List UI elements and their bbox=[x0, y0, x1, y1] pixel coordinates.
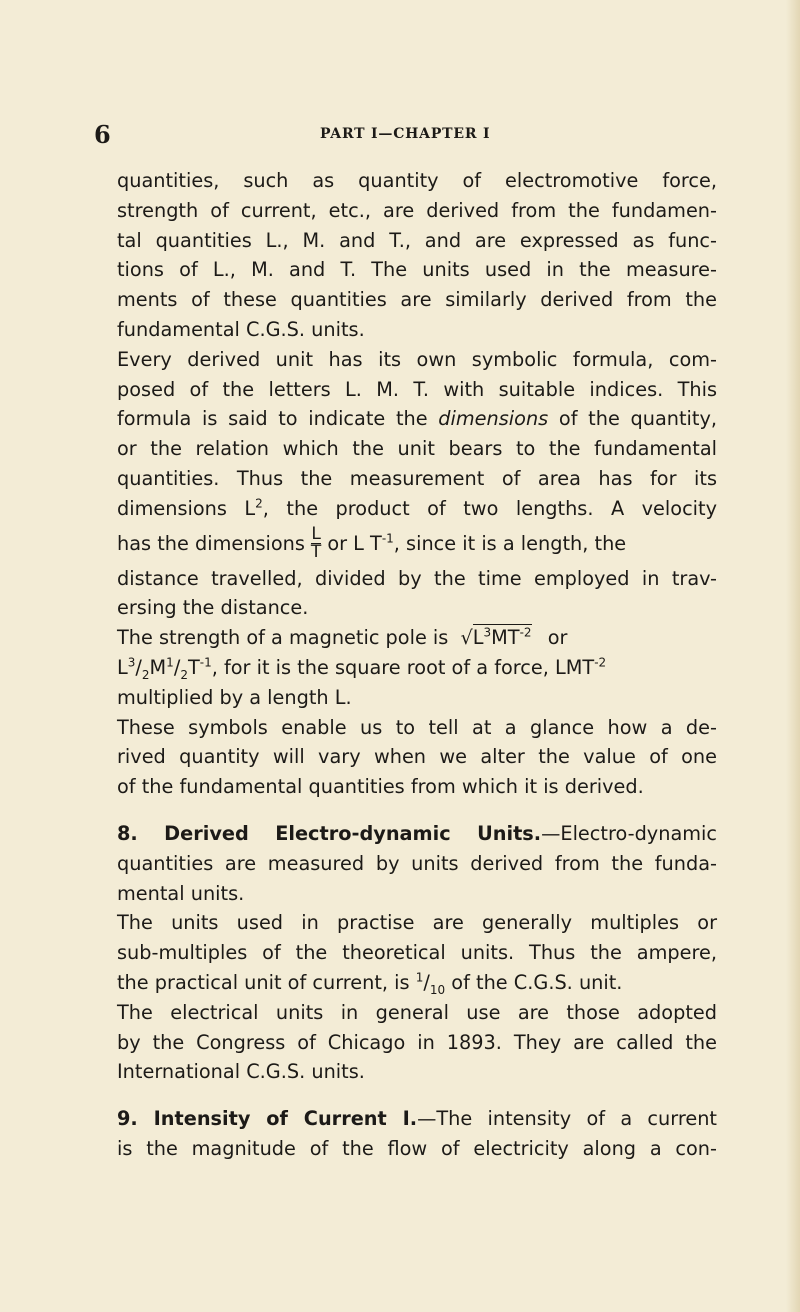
radical-sign: √ bbox=[460, 626, 473, 650]
text-span: dimensions $L^2$, the product of two lengths. A velocity bbox=[117, 496, 717, 520]
text-line: quantities. Thus the measurement of area has for its bbox=[117, 466, 717, 490]
text-line: quantities, such as quantity of electromotive force, bbox=[117, 169, 717, 192]
text-line-with-fraction bbox=[117, 524, 717, 564]
text-line: sub-multiples of the theoretical units. Thus the ampere, bbox=[117, 941, 717, 965]
section-heading-line bbox=[117, 1104, 717, 1134]
text-line bbox=[117, 404, 717, 434]
text-line: rived quantity will vary when we alter the value of one bbox=[117, 745, 717, 769]
paragraph-start-line: These symbols enable us to tell at a glance how a de- bbox=[117, 715, 717, 739]
text-line: by the Congress of Chicago in 1893. They are called the bbox=[117, 1030, 717, 1054]
text-span: , since it is a length, the bbox=[393, 531, 627, 555]
section-heading-9: 9. Intensity of Current I. bbox=[117, 1107, 418, 1131]
text-line: posed of the letters L. M. T. with suitable indices. This bbox=[117, 377, 717, 401]
page-edge bbox=[786, 0, 800, 1312]
text-span: has the dimensions bbox=[117, 531, 305, 555]
text-line: multiplied by a length L. bbox=[117, 685, 352, 709]
paragraph-start-line: The electrical units in general use are those adopted bbox=[117, 1000, 717, 1024]
page-header bbox=[0, 120, 800, 150]
fraction-denominator: T bbox=[310, 541, 322, 562]
fraction-numerator: L bbox=[311, 523, 321, 544]
fraction-one-tenth: $^1/_{10}$ bbox=[415, 970, 446, 997]
section-heading-line bbox=[117, 819, 717, 849]
superscript: 2 bbox=[255, 496, 263, 511]
text-line: tions of L., M. and T. The units used in the measure- bbox=[117, 258, 717, 282]
text-span: the practical unit of current, is bbox=[117, 970, 410, 994]
superscript: -1 bbox=[381, 531, 394, 546]
text-line bbox=[117, 494, 717, 524]
page-number: 6 bbox=[94, 120, 111, 149]
paragraph-start-line bbox=[117, 623, 717, 653]
text-line bbox=[117, 968, 717, 998]
text-span: or bbox=[547, 626, 568, 650]
text-line bbox=[117, 653, 717, 683]
text-line: distance travelled, divided by the time employed in trav- bbox=[117, 566, 717, 590]
text-line: ersing the distance. bbox=[117, 596, 309, 620]
text-line: tal quantities L., M. and T., and are expressed as func- bbox=[117, 228, 717, 252]
text-line: mental units. bbox=[117, 881, 245, 905]
text-line: strength of current, etc., are derived from the fundamen- bbox=[117, 198, 717, 222]
section-heading-8: 8. Derived Electro-dynamic Units. bbox=[117, 821, 542, 845]
text-line: of the fundamental quantities from which it is derived. bbox=[117, 775, 644, 799]
text-span: —Electro-dynamic bbox=[541, 821, 717, 845]
text-line: ments of these quantities are similarly derived from the bbox=[117, 288, 717, 312]
text-line: or the relation which the unit bears to the fundamental bbox=[117, 437, 717, 461]
text-span: The strength of a magnetic pole is bbox=[117, 626, 449, 650]
text-line: quantities are measured by units derived from the funda- bbox=[117, 851, 717, 875]
text-span: of the C.G.S. unit. bbox=[451, 970, 623, 994]
superscript: -2 bbox=[594, 655, 607, 670]
text-span: , for it is the square root of a force, LMT bbox=[211, 655, 595, 679]
text-line: International C.G.S. units. bbox=[117, 1060, 365, 1084]
text-line: fundamental C.G.S. units. bbox=[117, 317, 365, 341]
paragraph-start-line: Every derived unit has its own symbolic formula, com- bbox=[117, 347, 717, 371]
fraction-l-over-t bbox=[310, 523, 322, 562]
text-span: or L T bbox=[327, 531, 382, 555]
square-root-expression: $√L^3MT^{-2}$ bbox=[460, 625, 532, 650]
fractional-exponent-formula: $L^3/_2M^1/_2T^{-1}$ bbox=[117, 655, 212, 682]
text-span: —The intensity of a current bbox=[417, 1107, 717, 1131]
paragraph-start-line: The units used in practise are generally multiples or bbox=[117, 911, 717, 935]
text-line: is the magnitude of the flow of electricity along a con- bbox=[117, 1136, 717, 1160]
running-head: PART I—CHAPTER I bbox=[320, 126, 491, 142]
text-span: formula is said to indicate the bbox=[117, 407, 428, 431]
text-span: of the quantity, bbox=[558, 407, 717, 431]
italic-term-dimensions: dimensions bbox=[438, 407, 549, 431]
body-text bbox=[117, 166, 717, 1164]
